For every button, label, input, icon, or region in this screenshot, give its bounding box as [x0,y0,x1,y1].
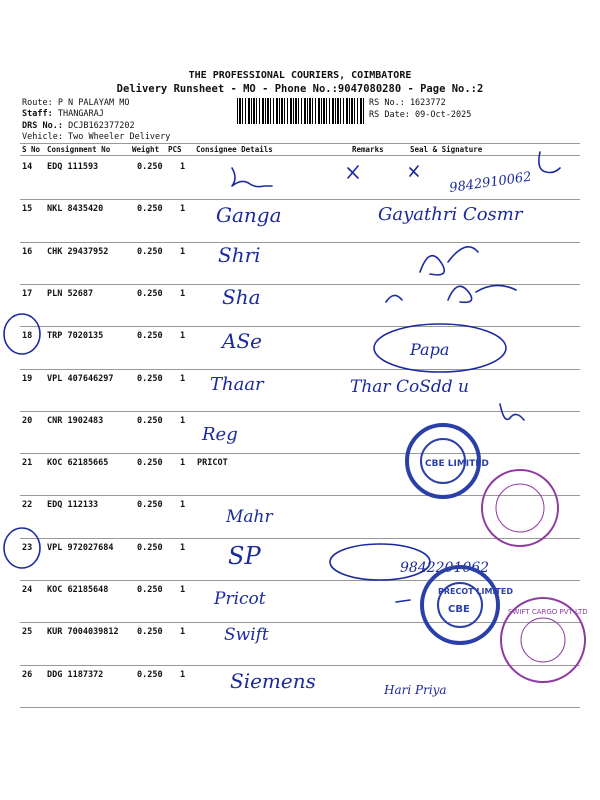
row-divider [20,369,580,370]
rs-date: RS Date: 09-Oct-2025 [369,110,472,120]
sno-cell: 26 [22,669,33,680]
pcs-cell: 1 [180,542,186,553]
weight-cell: 0.250 [137,458,163,469]
table-row [0,416,600,458]
weight-cell: 0.250 [137,627,163,638]
weight-cell: 0.250 [137,669,163,680]
weight-cell: 0.250 [137,373,163,384]
weight-cell: 0.250 [137,162,163,172]
col-consignment: Consignment No [47,145,111,154]
row-divider [20,199,580,200]
seal-row18: Papa [410,340,450,359]
pcs-cell: 1 [180,585,186,595]
pcs-cell: 1 [180,669,186,680]
seal-row15: Gayathri Cosmr [378,204,523,225]
table-row [0,162,600,204]
sig-row14-phone: 9842910062 [448,169,533,196]
table-row [0,627,600,669]
pcs-cell: 1 [180,458,186,469]
stamp-cbe-text: CBE LIMITED [425,459,489,469]
name-row24: Pricot [214,589,266,609]
weight-cell: 0.250 [137,331,163,342]
row-divider [20,284,580,285]
weight-cell: 0.250 [137,288,163,299]
pcs-cell: 1 [180,627,186,638]
table-row [0,500,600,542]
row-divider [20,326,580,327]
weight-cell: 0.250 [137,542,163,553]
col-pcs: PCS [168,145,182,154]
table-row [0,374,600,416]
sno-cell: 16 [22,246,33,257]
row-divider [20,411,580,412]
header-rule-top [20,143,580,144]
pcs-cell: 1 [180,331,186,342]
weight-cell: 0.250 [137,500,163,511]
sno-cell: 22 [22,500,33,511]
table-row [0,331,600,373]
barcode [237,98,365,124]
consignment-cell: VPL 972027684 [47,542,114,553]
sno-cell: 19 [22,373,33,384]
table-row [0,247,600,289]
stamp-swift-text: SWIFT CARGO PVT LTD [508,608,588,616]
row-divider [20,707,580,708]
seal-row23: 9842201062 [400,560,490,576]
consignment-cell: CNR 1902483 [47,415,104,426]
staff-line [22,109,104,119]
pcs-cell: 1 [180,415,186,426]
consignment-cell: KUR 7004039812 [47,627,119,638]
table-row [0,289,600,331]
sno-cell: 18 [22,331,33,342]
weight-cell: 0.250 [137,246,163,257]
name-row25: Swift [224,625,269,645]
sno-cell: 17 [22,288,33,299]
runsheet-subtitle: Delivery Runsheet - MO - Phone No.:9047080280 - Page No.:2 [116,83,484,95]
row-divider [20,622,580,623]
sig-row26: Hari Priya [384,683,447,697]
consignment-cell: EDQ 111593 [47,162,99,172]
drs-label: DRS No.: [22,121,63,131]
sno-cell: 21 [22,458,33,469]
seal-row19: Thar CoSdd u [350,377,469,397]
table-row [0,543,600,585]
consignment-cell: VPL 407646297 [47,373,114,384]
table-row [0,670,600,712]
stamp-precot-text: PRECOT LIMITED [438,587,513,596]
name-row22: Mahr [226,507,273,527]
sno-cell: 25 [22,627,33,638]
name-row20: Reg [202,424,238,445]
vehicle: Vehicle: Two Wheeler Delivery [22,132,171,142]
staff-label: Staff: [22,109,53,119]
row-divider [20,242,580,243]
sno-cell: 15 [22,204,33,215]
sno-cell: 14 [22,162,33,172]
name-row15: Ganga [216,203,282,227]
pcs-cell: 1 [180,162,186,172]
consignment-cell: NKL 8435420 [47,204,104,215]
header-rule-bottom [20,155,580,156]
name-row18: ASe [222,329,262,353]
sno-cell: 24 [22,585,33,595]
col-consignee: Consignee Details [196,145,273,154]
col-sno: S No [22,145,41,154]
row-divider [20,538,580,539]
stamp-precot-cbe: CBE [448,604,470,615]
name-row26: Siemens [230,669,316,693]
table-row [0,458,600,500]
weight-cell: 0.250 [137,585,163,595]
sno-cell: 23 [22,542,33,553]
rs-number: RS No.: 1623772 [369,98,446,108]
col-seal: Seal & Signature [410,145,483,154]
consignment-cell: KOC 62185665 [47,458,109,469]
row-divider [20,495,580,496]
name-row17: Sha [222,285,261,309]
pcs-cell: 1 [180,204,186,215]
pcs-cell: 1 [180,246,186,257]
weight-cell: 0.250 [137,204,163,215]
col-weight: Weight [132,145,160,154]
table-row [0,585,600,627]
company-title: THE PROFESSIONAL COURIERS, COIMBATORE [188,70,412,81]
drs-line [22,121,135,131]
consignment-cell: EDQ 112133 [47,500,99,511]
name-row19: Thaar [210,374,264,395]
consignment-cell: TRP 7020135 [47,331,104,342]
pcs-cell: 1 [180,288,186,299]
consignment-cell: DDG 1187372 [47,669,104,680]
drs-number: DCJB162377202 [68,121,135,131]
consignment-cell: PLN 52687 [47,288,94,299]
row-divider [20,453,580,454]
consignee-cell: PRICOT [197,458,228,469]
weight-cell: 0.250 [137,415,163,426]
pcs-cell: 1 [180,500,186,511]
table-row [0,204,600,246]
col-remarks: Remarks [352,145,384,154]
row-divider [20,665,580,666]
name-row23: SP [228,542,261,570]
name-row16: Shri [218,243,261,267]
consignment-cell: CHK 29437952 [47,246,109,257]
route: Route: P N PALAYAM MO [22,98,130,108]
row-divider [20,580,580,581]
consignment-cell: KOC 62185648 [47,585,109,595]
sno-cell: 20 [22,415,33,426]
pcs-cell: 1 [180,373,186,384]
staff-name: THANGARAJ [57,109,104,119]
